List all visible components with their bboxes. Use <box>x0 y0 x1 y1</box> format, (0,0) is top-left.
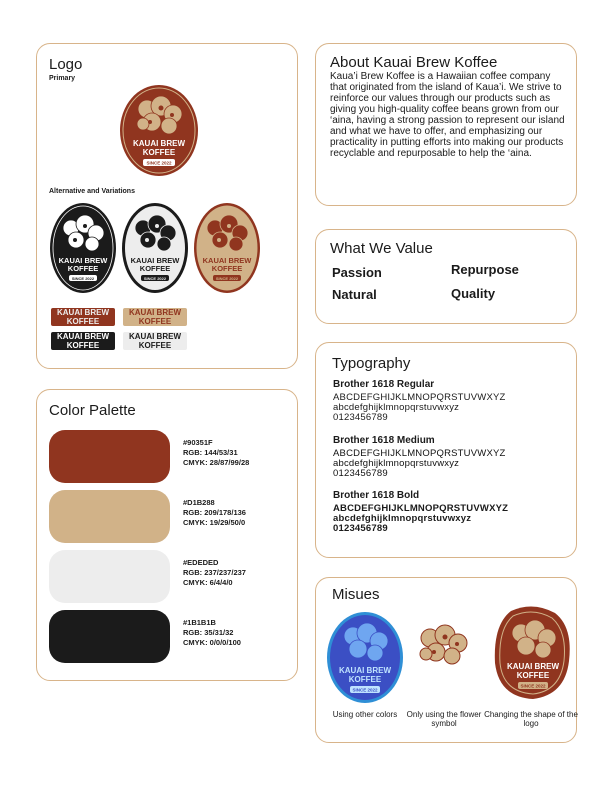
misuse-caption-flower: Only using the flower symbol <box>406 710 482 728</box>
value-quality: Quality <box>451 286 496 301</box>
wordmark-tan <box>123 308 187 326</box>
values-card <box>315 229 577 324</box>
font-digits: 0123456789 <box>333 523 388 534</box>
value-repurpose: Repurpose <box>451 262 519 277</box>
color-rgb: RGB: 237/237/237 <box>183 568 246 577</box>
color-info-tan <box>183 498 246 528</box>
font-digits: 0123456789 <box>333 412 388 423</box>
misuse-shape-since: SINCE 2022 <box>520 683 546 689</box>
misuse-blue-line1: KAUAI BREW <box>339 666 391 675</box>
primary-logo <box>119 84 199 177</box>
black-brand-line2: KOFFEE <box>67 264 99 273</box>
wordmark-tan-line2: KOFFEE <box>138 316 172 326</box>
primary-brand-line2: KOFFEE <box>142 148 176 157</box>
misuse-blue-line2: KOFFEE <box>348 675 382 684</box>
color-palette-card <box>36 389 298 681</box>
color-rgb: RGB: 35/31/32 <box>183 628 234 637</box>
font-specimen-bold <box>333 490 569 534</box>
misuse-changed-shape-logo <box>491 603 575 703</box>
color-rgb: RGB: 209/178/136 <box>183 508 246 517</box>
misuse-caption-colors: Using other colors <box>332 710 398 719</box>
tan-brand-line2: KOFFEE <box>211 264 243 273</box>
wordmark-tan-line1: KAUAI BREW <box>129 308 181 317</box>
font-uppercase: ABCDEFGHIJKLMNOPQRSTUVWXYZ <box>333 392 506 403</box>
font-name: Brother 1618 Regular <box>333 379 435 390</box>
white-brand-line1: KAUAI BREW <box>130 256 180 265</box>
font-uppercase: ABCDEFGHIJKLMNOPQRSTUVWXYZ <box>333 448 506 459</box>
wordmark-light-line1: KAUAI BREW <box>129 332 181 341</box>
palette-title: Color Palette <box>49 402 136 419</box>
font-name: Brother 1618 Medium <box>333 435 435 446</box>
color-swatch-tan <box>49 490 170 543</box>
typography-card <box>315 342 577 558</box>
font-lowercase: abcdefghijklmnopqrstuvwxyz <box>333 513 472 524</box>
wordmark-black-line2: KOFFEE <box>66 340 100 350</box>
misuses-title: Misues <box>332 586 380 603</box>
logo-variation-black <box>49 202 117 294</box>
about-title: About Kauai Brew Koffee <box>330 54 498 71</box>
logo-card <box>36 43 298 369</box>
wordmark-rust <box>51 308 115 326</box>
primary-label: Primary <box>49 75 76 82</box>
wordmark-light <box>123 332 187 350</box>
color-hex: #D1B288 <box>183 498 215 507</box>
color-cmyk: CMYK: 28/87/99/28 <box>183 458 250 467</box>
color-hex: #EDEDED <box>183 558 219 567</box>
font-name: Brother 1618 Bold <box>333 490 420 501</box>
color-cmyk: CMYK: 6/4/4/0 <box>183 578 233 587</box>
about-card <box>315 43 577 206</box>
font-digits: 0123456789 <box>333 468 388 479</box>
primary-since: SINCE 2022 <box>146 160 172 166</box>
font-lowercase: abcdefghijklmnopqrstuvwxyz <box>333 458 460 469</box>
misuse-caption-shape: Changing the shape of the logo <box>484 710 578 728</box>
black-brand-line1: KAUAI BREW <box>58 256 108 265</box>
typography-title: Typography <box>332 355 411 372</box>
font-specimen-regular <box>333 379 569 423</box>
misuse-shape-line1: KAUAI BREW <box>507 662 559 671</box>
misuse-shape-line2: KOFFEE <box>516 671 550 680</box>
wordmark-black <box>51 332 115 350</box>
about-body: Kaua’i Brew Koffee is a Hawaiian coffee company that originated from the island of Kaua’i. We strive to reinforce our values through our products such as giving you high-quality coffee beans grown from our ‘aina, having a strong passion to represent our island and what we have to offer, and emphasizing our practicality in putting efforts into making our products recyclable and repurposable to help the ‘aina. <box>330 71 565 159</box>
color-info-rust <box>183 438 249 468</box>
color-hex: #90351F <box>183 438 213 447</box>
white-since: SINCE 2022 <box>143 275 167 281</box>
tan-since: SINCE 2022 <box>215 275 239 281</box>
wordmark-black-line1: KAUAI BREW <box>57 332 109 341</box>
color-rgb: RGB: 144/53/31 <box>183 448 238 457</box>
tan-brand-line1: KAUAI BREW <box>202 256 252 265</box>
logo-variation-tan <box>193 202 261 294</box>
color-cmyk: CMYK: 0/0/0/100 <box>183 638 241 647</box>
color-cmyk: CMYK: 19/29/50/0 <box>183 518 246 527</box>
color-swatch-rust <box>49 430 170 483</box>
primary-brand-line1: KAUAI BREW <box>133 139 185 148</box>
color-info-light <box>183 558 246 588</box>
color-hex: #1B1B1B <box>183 618 216 627</box>
misuse-other-colors-logo <box>326 611 404 704</box>
color-swatch-light <box>49 550 170 603</box>
misuse-blue-since: SINCE 2022 <box>352 687 378 693</box>
black-since: SINCE 2022 <box>71 275 95 281</box>
value-passion: Passion <box>332 265 382 280</box>
font-specimen-medium <box>333 435 569 479</box>
wordmark-rust-line2: KOFFEE <box>66 316 100 326</box>
font-lowercase: abcdefghijklmnopqrstuvwxyz <box>333 402 460 413</box>
color-swatch-black <box>49 610 170 663</box>
white-brand-line2: KOFFEE <box>139 264 171 273</box>
values-title: What We Value <box>330 240 433 257</box>
color-info-black <box>183 618 241 648</box>
logo-variation-white <box>121 202 189 294</box>
wordmark-rust-line1: KAUAI BREW <box>57 308 109 317</box>
misuse-flower-only <box>412 624 474 672</box>
misuses-card <box>315 577 577 743</box>
font-uppercase: ABCDEFGHIJKLMNOPQRSTUVWXYZ <box>333 503 509 514</box>
value-natural: Natural <box>332 287 377 302</box>
alt-label: Alternative and Variations <box>49 188 135 195</box>
wordmark-light-line2: KOFFEE <box>138 340 172 350</box>
logo-title: Logo <box>49 56 83 73</box>
